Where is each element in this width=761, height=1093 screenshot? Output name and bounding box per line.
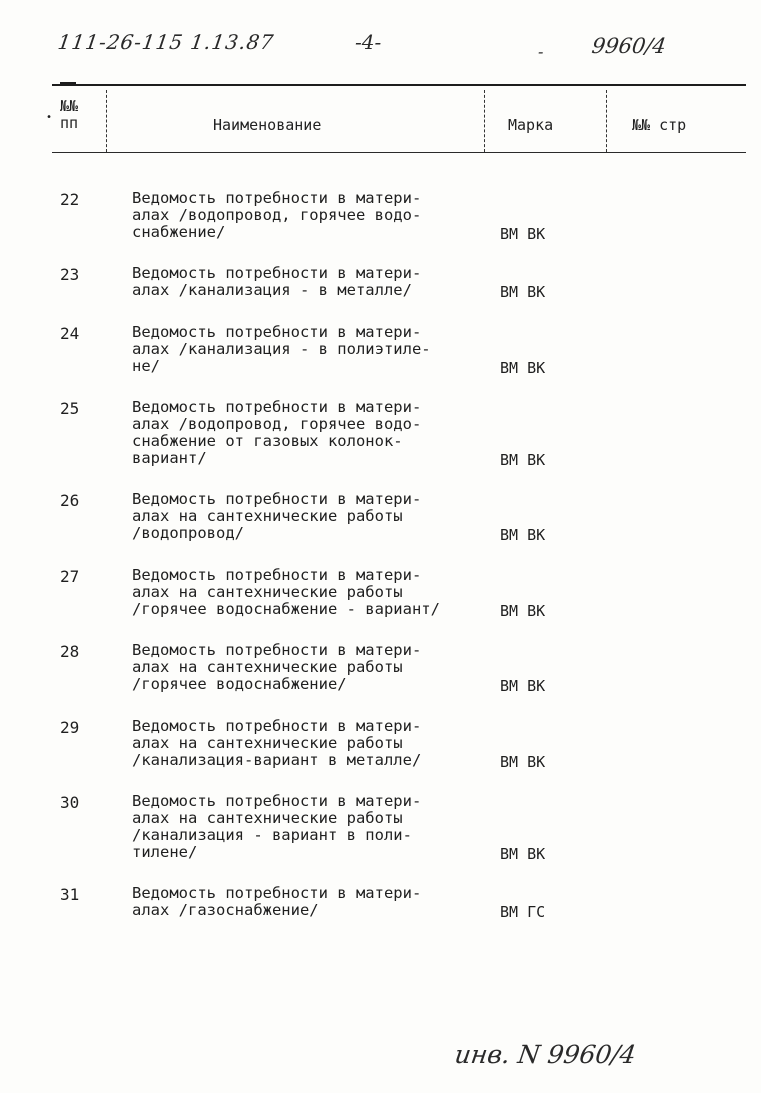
archive-code: 9960/4 — [590, 34, 668, 58]
row-name: Ведомость потребности в матери- алах на сантехнические работы /горячее водоснабжение/ — [132, 641, 422, 693]
row-name: Ведомость потребности в матери- алах /водопровод, горячее водо- снабжение/ — [132, 189, 422, 241]
row-number: 26 — [60, 491, 80, 510]
row-name: Ведомость потребности в матери- алах /водопровод, горячее водо- снабжение от газовых колонок- вариант/ — [132, 398, 422, 467]
row-name: Ведомость потребности в матери- алах на сантехнические работы /горячее водоснабжение - вариант/ — [132, 566, 440, 618]
column-header-name: Наименование — [213, 116, 322, 134]
row-name: Ведомость потребности в матери- алах /газоснабжение/ — [132, 884, 422, 919]
column-header-pages: №№ стр — [632, 116, 687, 134]
table-top-rule-accent — [60, 82, 76, 86]
row-mark: ВМ ВК — [500, 602, 546, 620]
document-code: 111-26-115 1.13.87 — [56, 30, 276, 54]
row-name: Ведомость потребности в матери- алах /канализация - в металле/ — [132, 264, 422, 299]
column-separator — [484, 90, 485, 152]
dash-mark: - — [538, 42, 544, 61]
column-header-mark: Марка — [508, 116, 554, 134]
row-number: 28 — [60, 642, 80, 661]
table-header-rule — [52, 152, 746, 153]
column-header-number: №№ пп — [60, 97, 79, 132]
row-mark: ВМ ВК — [500, 359, 546, 377]
page-number: -4- — [355, 30, 382, 54]
row-number: 31 — [60, 885, 80, 904]
table-top-rule — [52, 84, 746, 86]
row-name: Ведомость потребности в матери- алах на сантехнические работы /канализация - вариант в поли- тилене/ — [132, 792, 422, 861]
row-number: 25 — [60, 399, 80, 418]
row-mark: ВМ ВК — [500, 225, 546, 243]
row-mark: ВМ ГС — [500, 903, 546, 921]
row-mark: ВМ ВК — [500, 677, 546, 695]
row-number: 30 — [60, 793, 80, 812]
row-name: Ведомость потребности в матери- алах на сантехнические работы /водопровод/ — [132, 490, 422, 542]
row-mark: ВМ ВК — [500, 526, 546, 544]
row-number: 23 — [60, 265, 80, 284]
column-separator — [106, 90, 107, 152]
row-mark: ВМ ВК — [500, 753, 546, 771]
inventory-number: инв. N 9960/4 — [452, 1040, 638, 1069]
row-mark: ВМ ВК — [500, 845, 546, 863]
row-mark: ВМ ВК — [500, 451, 546, 469]
row-number: 27 — [60, 567, 80, 586]
row-number: 24 — [60, 324, 80, 343]
row-name: Ведомость потребности в матери- алах на сантехнические работы /канализация-вариант в металле/ — [132, 717, 422, 769]
row-number: 29 — [60, 718, 80, 737]
row-mark: ВМ ВК — [500, 283, 546, 301]
row-number: 22 — [60, 190, 80, 209]
bullet-mark: • — [46, 112, 53, 123]
column-separator — [606, 90, 607, 152]
row-name: Ведомость потребности в матери- алах /канализация - в полиэтиле- не/ — [132, 323, 431, 375]
